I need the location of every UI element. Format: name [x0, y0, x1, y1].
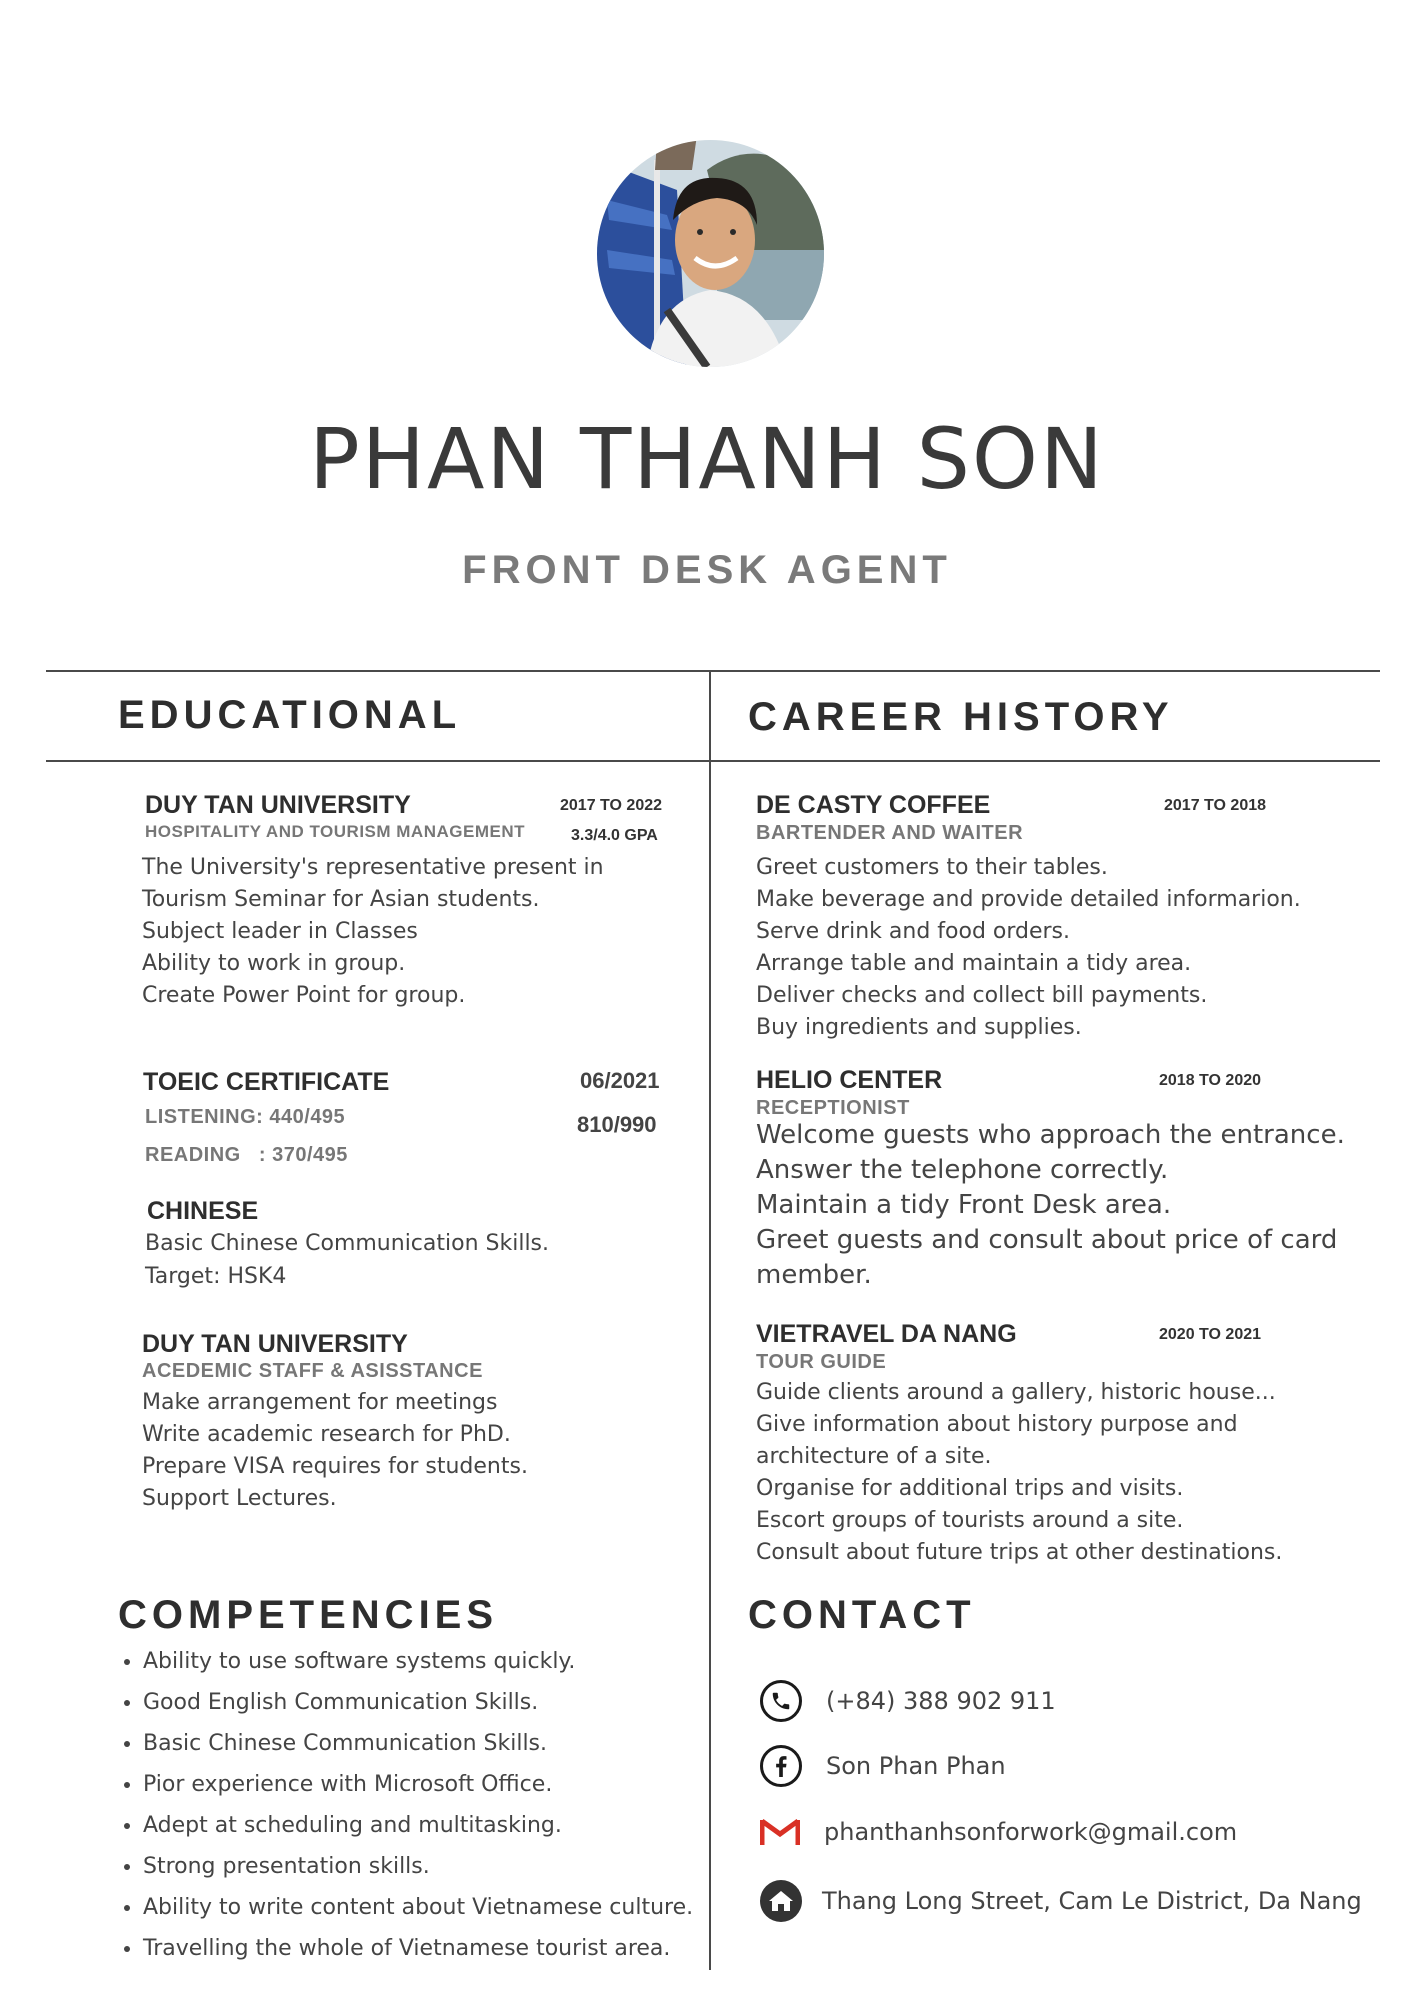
- duty-line: Consult about future trips at other destinations.: [756, 1540, 1283, 1565]
- duty-line: Give information about history purpose and: [756, 1412, 1238, 1437]
- job-company: VIETRAVEL DA NANG: [756, 1320, 1017, 1348]
- detail-line: Subject leader in Classes: [142, 919, 418, 944]
- toeic-listening: LISTENING: 440/495: [145, 1106, 346, 1128]
- duty-line: Buy ingredients and supplies.: [756, 1015, 1082, 1040]
- staff-org-name: DUY TAN UNIVERSITY: [142, 1330, 408, 1358]
- duty-line: Greet customers to their tables.: [756, 855, 1108, 880]
- duty-line: member.: [756, 1260, 872, 1290]
- job-years: 2020 TO 2021: [1159, 1326, 1262, 1343]
- edu-university-name: DUY TAN UNIVERSITY: [145, 791, 411, 819]
- duty-line: Guide clients around a gallery, historic house...: [756, 1380, 1276, 1405]
- detail-line: Write academic research for PhD.: [142, 1422, 511, 1447]
- job-company: DE CASTY COFFEE: [756, 791, 991, 819]
- facebook-icon: [760, 1745, 802, 1787]
- contact-email: phanthanhsonforwork@gmail.com: [824, 1818, 1238, 1846]
- job-duties: [756, 852, 1301, 1044]
- competency-item: • Strong presentation skills.: [143, 1851, 693, 1892]
- competency-item: • Ability to use software systems quickly.: [143, 1646, 693, 1687]
- detail-line: Target: HSK4: [145, 1264, 287, 1289]
- staff-details: [142, 1387, 528, 1515]
- chinese-details: [145, 1227, 549, 1293]
- competencies-heading: COMPETENCIES: [118, 1593, 499, 1637]
- detail-line: Ability to work in group.: [142, 951, 406, 976]
- contact-address: Thang Long Street, Cam Le District, Da Nang: [822, 1887, 1362, 1915]
- contact-address-row[interactable]: [760, 1880, 1362, 1922]
- edu-major: HOSPITALITY AND TOURISM MANAGEMENT: [145, 822, 525, 841]
- staff-role: ACEDEMIC STAFF & ASISSTANCE: [142, 1360, 483, 1382]
- detail-line: Prepare VISA requires for students.: [142, 1454, 528, 1479]
- educational-heading: EDUCATIONAL: [118, 693, 462, 737]
- top-divider: [46, 670, 1380, 672]
- duty-line: architecture of a site.: [756, 1444, 992, 1469]
- duty-line: Serve drink and food orders.: [756, 919, 1071, 944]
- competency-item: • Travelling the whole of Vietnamese tourist area.: [143, 1933, 693, 1974]
- job-years: 2017 TO 2018: [1164, 797, 1267, 814]
- contact-heading: CONTACT: [748, 1593, 976, 1637]
- toeic-name: TOEIC CERTIFICATE: [143, 1068, 390, 1096]
- home-icon: [760, 1880, 802, 1922]
- career-history-heading: CAREER HISTORY: [748, 695, 1174, 739]
- job-duties: [756, 1377, 1282, 1569]
- job-role: TOUR GUIDE: [756, 1351, 887, 1373]
- contact-facebook: Son Phan Phan: [826, 1752, 1006, 1780]
- detail-line: The University's representative present in: [142, 855, 604, 880]
- duty-line: Greet guests and consult about price of card: [756, 1225, 1338, 1255]
- edu-gpa: 3.3/4.0 GPA: [571, 827, 658, 844]
- duty-line: Maintain a tidy Front Desk area.: [756, 1190, 1172, 1220]
- duty-line: Make beverage and provide detailed informarion.: [756, 887, 1301, 912]
- competencies-list: [117, 1646, 693, 1974]
- duty-line: Deliver checks and collect bill payments.: [756, 983, 1208, 1008]
- detail-line: Make arrangement for meetings: [142, 1390, 498, 1415]
- profile-photo: [597, 140, 824, 367]
- toeic-total: 810/990: [577, 1112, 657, 1137]
- contact-phone: (+84) 388 902 911: [826, 1687, 1056, 1715]
- competency-item: • Ability to write content about Vietnamese culture.: [143, 1892, 693, 1933]
- column-divider: [709, 670, 711, 1970]
- duty-line: Organise for additional trips and visits.: [756, 1476, 1184, 1501]
- candidate-name: PHAN THANH SON: [309, 410, 1105, 508]
- duty-line: Arrange table and maintain a tidy area.: [756, 951, 1192, 976]
- edu-university-years: 2017 TO 2022: [560, 797, 663, 814]
- duty-line: Welcome guests who approach the entrance.: [756, 1120, 1345, 1150]
- duty-line: Answer the telephone correctly.: [756, 1155, 1169, 1185]
- detail-line: Support Lectures.: [142, 1486, 337, 1511]
- contact-phone-row[interactable]: [760, 1680, 1056, 1722]
- competency-item: • Pior experience with Microsoft Office.: [143, 1769, 693, 1810]
- header-divider: [46, 760, 1380, 762]
- detail-line: Tourism Seminar for Asian students.: [142, 887, 540, 912]
- job-title: FRONT DESK AGENT: [462, 548, 952, 592]
- job-duties: [756, 1118, 1345, 1293]
- chinese-name: CHINESE: [147, 1197, 259, 1225]
- toeic-date: 06/2021: [580, 1068, 660, 1093]
- job-role: BARTENDER AND WAITER: [756, 822, 1024, 844]
- contact-facebook-row[interactable]: [760, 1745, 1006, 1787]
- competency-item: • Adept at scheduling and multitasking.: [143, 1810, 693, 1851]
- toeic-reading: READING : 370/495: [145, 1144, 348, 1166]
- competency-item: • Basic Chinese Communication Skills.: [143, 1728, 693, 1769]
- detail-line: Create Power Point for group.: [142, 983, 466, 1008]
- job-company: HELIO CENTER: [756, 1066, 943, 1094]
- edu-university-details: [142, 852, 604, 1012]
- job-years: 2018 TO 2020: [1159, 1072, 1262, 1089]
- duty-line: Escort groups of tourists around a site.: [756, 1508, 1184, 1533]
- detail-line: Basic Chinese Communication Skills.: [145, 1231, 550, 1256]
- phone-icon: [760, 1680, 802, 1722]
- gmail-icon: [760, 1812, 800, 1852]
- job-role: RECEPTIONIST: [756, 1097, 910, 1119]
- competency-item: • Good English Communication Skills.: [143, 1687, 693, 1728]
- contact-email-row[interactable]: [760, 1812, 1237, 1852]
